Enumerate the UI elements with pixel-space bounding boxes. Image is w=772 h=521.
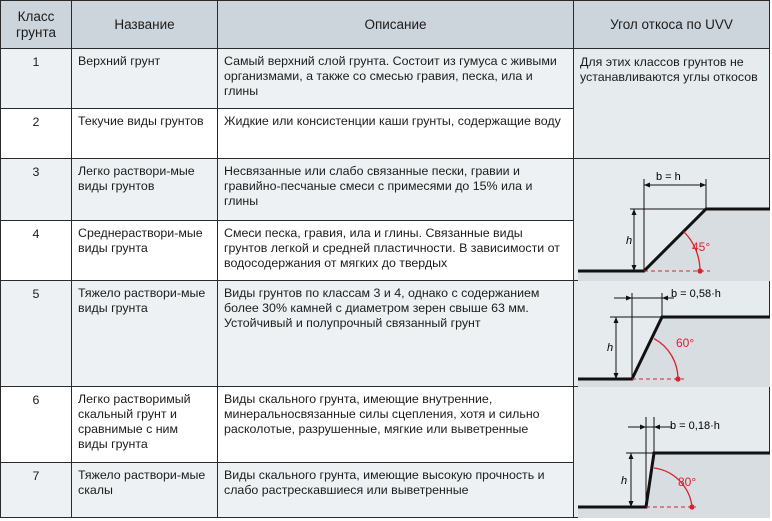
- slope-80-figure: [574, 387, 770, 518]
- header-description: Описание: [218, 1, 574, 49]
- table-row: [1, 159, 770, 221]
- class-cell: 4: [1, 221, 72, 281]
- class-cell: 6: [1, 387, 72, 463]
- slope-60-figure: [574, 281, 770, 387]
- b-arrow-left: [644, 183, 650, 188]
- class-cell: 5: [1, 281, 72, 387]
- angle-note: Для этих классов грунтов не устанавливаются углы откосов: [580, 55, 758, 84]
- class-cell: 3: [1, 159, 72, 221]
- description-cell: Виды скального грунта, имеющие внутренние, минеральносвязанные силы сцепления, хотя и сильно расколотые, разрушенные, мягкие или выветренные: [218, 387, 574, 463]
- description-cell: Несвязанные или слабо связанные пески, гравии и гравийно-песчаные смеси с примесями до 15% ила и глины: [218, 159, 574, 221]
- angle-label-45: 45°: [692, 240, 711, 254]
- name-cell: Легко раствори-мые виды грунтов: [72, 159, 218, 221]
- b-label-60: b = 0,58·h: [671, 288, 721, 300]
- h-arrow-top: [632, 209, 637, 215]
- b-label-45: b = h: [656, 171, 681, 183]
- name-cell: Среднераствори-мые виды грунта: [72, 221, 218, 281]
- name-cell: Текучие виды грунтов: [72, 109, 218, 159]
- class-cell: 1: [1, 49, 72, 109]
- name-cell: Тяжело раствори-мые виды грунта: [72, 281, 218, 387]
- header-name: Название: [72, 1, 218, 49]
- angle-label-80: 80°: [678, 475, 697, 489]
- table-row: [1, 49, 770, 109]
- angle-dot: [697, 268, 702, 273]
- class-cell: 7: [1, 463, 72, 518]
- name-cell: Тяжело раствори-мые скалы: [72, 463, 218, 518]
- angle-cell-none: [574, 49, 770, 159]
- b-label-80: b = 0,18·h: [670, 420, 720, 432]
- h-label-80: h: [621, 475, 628, 487]
- b-arrow-right: [662, 296, 668, 301]
- name-cell: Легко растворимый скальный грунт и сравнимые с ним виды грунта: [72, 387, 218, 463]
- b-arrow-left: [640, 425, 646, 430]
- angle-dot: [675, 376, 680, 381]
- h-label-45: h: [626, 235, 633, 247]
- header-row: [1, 1, 770, 49]
- header-class: Класс грунта: [1, 1, 72, 49]
- description-cell: Виды грунтов по классам 3 и 4, однако с содержанием более 30% камней с диаметром зерен свыше 63 мм. Устойчивый и полупрочный связанный грунт: [218, 281, 574, 387]
- angle-dot: [689, 504, 694, 509]
- name-cell: Верхний грунт: [72, 49, 218, 109]
- angle-cell-60: [574, 281, 770, 387]
- class-cell: 2: [1, 109, 72, 159]
- angle-label-60: 60°: [676, 336, 695, 350]
- b-arrow-left: [626, 296, 632, 301]
- description-cell: Жидкие или консистенции каши грунты, содержащие воду: [218, 109, 574, 159]
- h-arrow-top: [614, 317, 619, 323]
- b-arrow-right: [654, 425, 660, 430]
- b-arrow-right: [700, 183, 706, 188]
- slope-45-figure: [574, 159, 770, 281]
- description-cell: Виды скального грунта, имеющие высокую прочность и слабо растрескавшиеся или выветренные: [218, 463, 574, 518]
- angle-cell-80: [574, 387, 770, 518]
- angle-cell-45: [574, 159, 770, 281]
- description-cell: Смеси песка, гравия, ила и глины. Связанные виды грунтов легкой и средней пластичности. В зависимости от водосодержания от мягких до твердых: [218, 221, 574, 281]
- h-arrow-top: [629, 453, 634, 459]
- table-row: [1, 281, 770, 387]
- header-angle: Угол откоса по UVV: [574, 1, 770, 49]
- table-row: [1, 387, 770, 463]
- h-label-60: h: [607, 342, 614, 354]
- description-cell: Самый верхний слой грунта. Состоит из гумуса с живыми организмами, а также со смесью гравия, песка, ила и глины: [218, 49, 574, 109]
